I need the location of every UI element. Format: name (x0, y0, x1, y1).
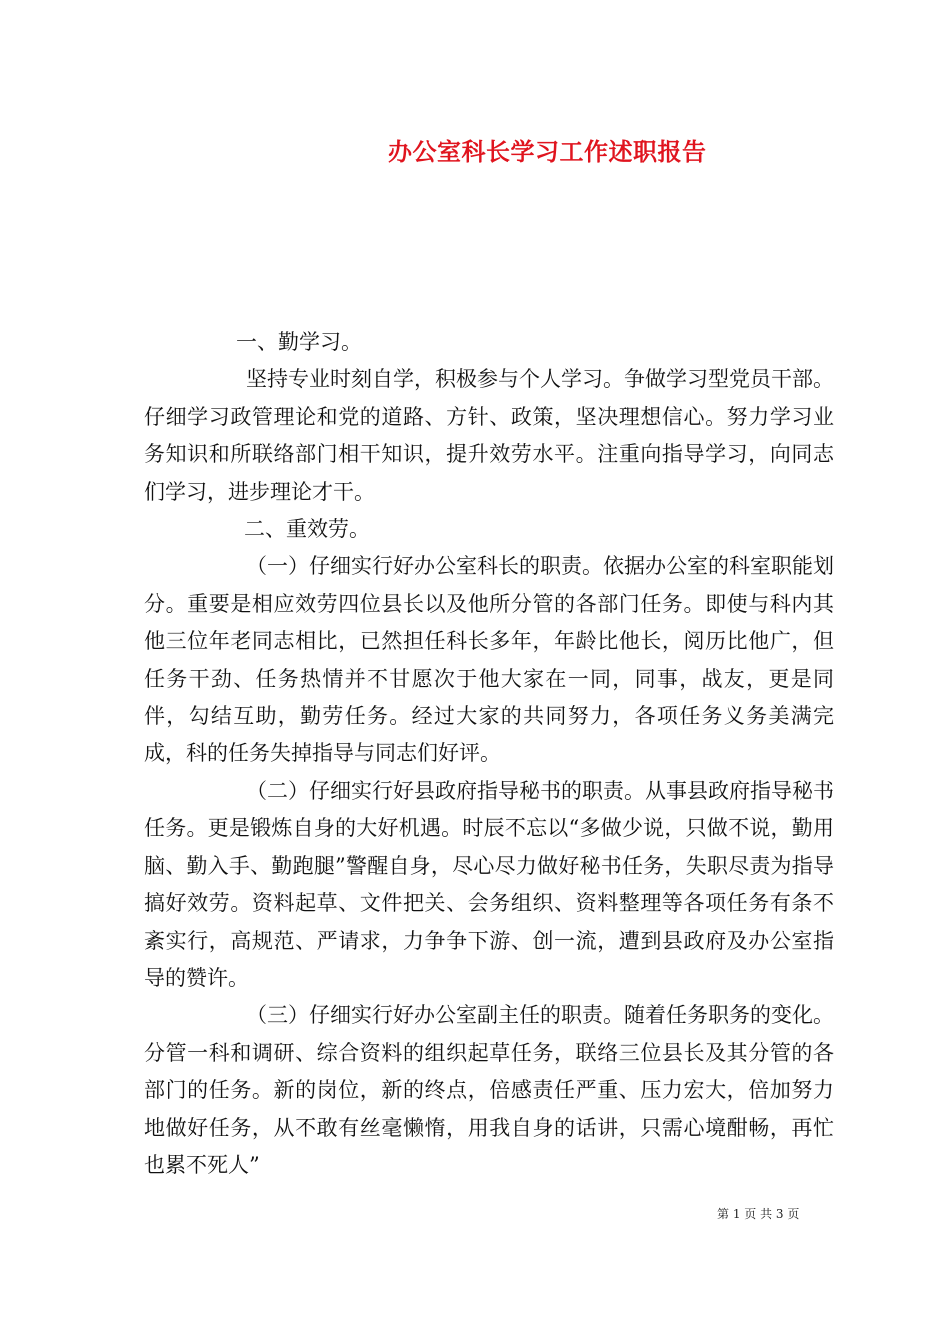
section-heading-2: 二、重效劳。 (244, 517, 370, 542)
document-body (144, 324, 834, 1184)
document-title: 办公室科长学习工作述职报告 (388, 137, 707, 166)
section-heading-1: 一、勤学习。 (236, 330, 362, 354)
section-2-paragraph-3: （三）仔细实行好办公室副主任的职责。随着任务职务的变化。分管一科和调研、综合资料的组织起草任务，联络三位县长及其分管的各部门的任务。新的岗位，新的终点，倍感责任严重、压力宏大，倍加努力地做好任务，从不敢有丝毫懒惰，用我自身的话讲，只需心境酣畅，再忙也累不死人” (144, 1003, 834, 1177)
page-number-footer: 第 1 页 共 3 页 (717, 1207, 800, 1221)
section-1-paragraph-1: 坚持专业时刻自学，积极参与个人学习。争做学习型党员干部。仔细学习政管理论和党的道路、方针、政策，坚决理想信心。努力学习业务知识和所联络部门相干知识，提升效劳水平。注重向指导学习，向同志们学习，进步理论才干。 (144, 367, 834, 504)
section-2-paragraph-1: （一）仔细实行好办公室科长的职责。依据办公室的科室职能划分。重要是相应效劳四位县长以及他所分管的各部门任务。即使与科内其他三位年老同志相比，已然担任科长多年，年龄比他长，阅历比他广，但任务干劲、任务热情并不甘愿次于他大家在一同，同事，战友，更是同伴，勾结互助，勤劳任务。经过大家的共同努力，各项任务义务美满完成，科的任务失掉指导与同志们好评。 (144, 554, 834, 766)
section-2-paragraph-2: （二）仔细实行好县政府指导秘书的职责。从事县政府指导秘书任务。更是锻炼自身的大好机遇。时辰不忘以“多做少说，只做不说，勤用脑、勤入手、勤跑腿”警醒自身，尽心尽力做好秘书任务，失职尽责为指导搞好效劳。资料起草、文件把关、会务组织、资料整理等各项任务有条不紊实行，高规范、严请求，力争争下游、创一流，遭到县政府及办公室指导的赞许。 (144, 778, 834, 990)
